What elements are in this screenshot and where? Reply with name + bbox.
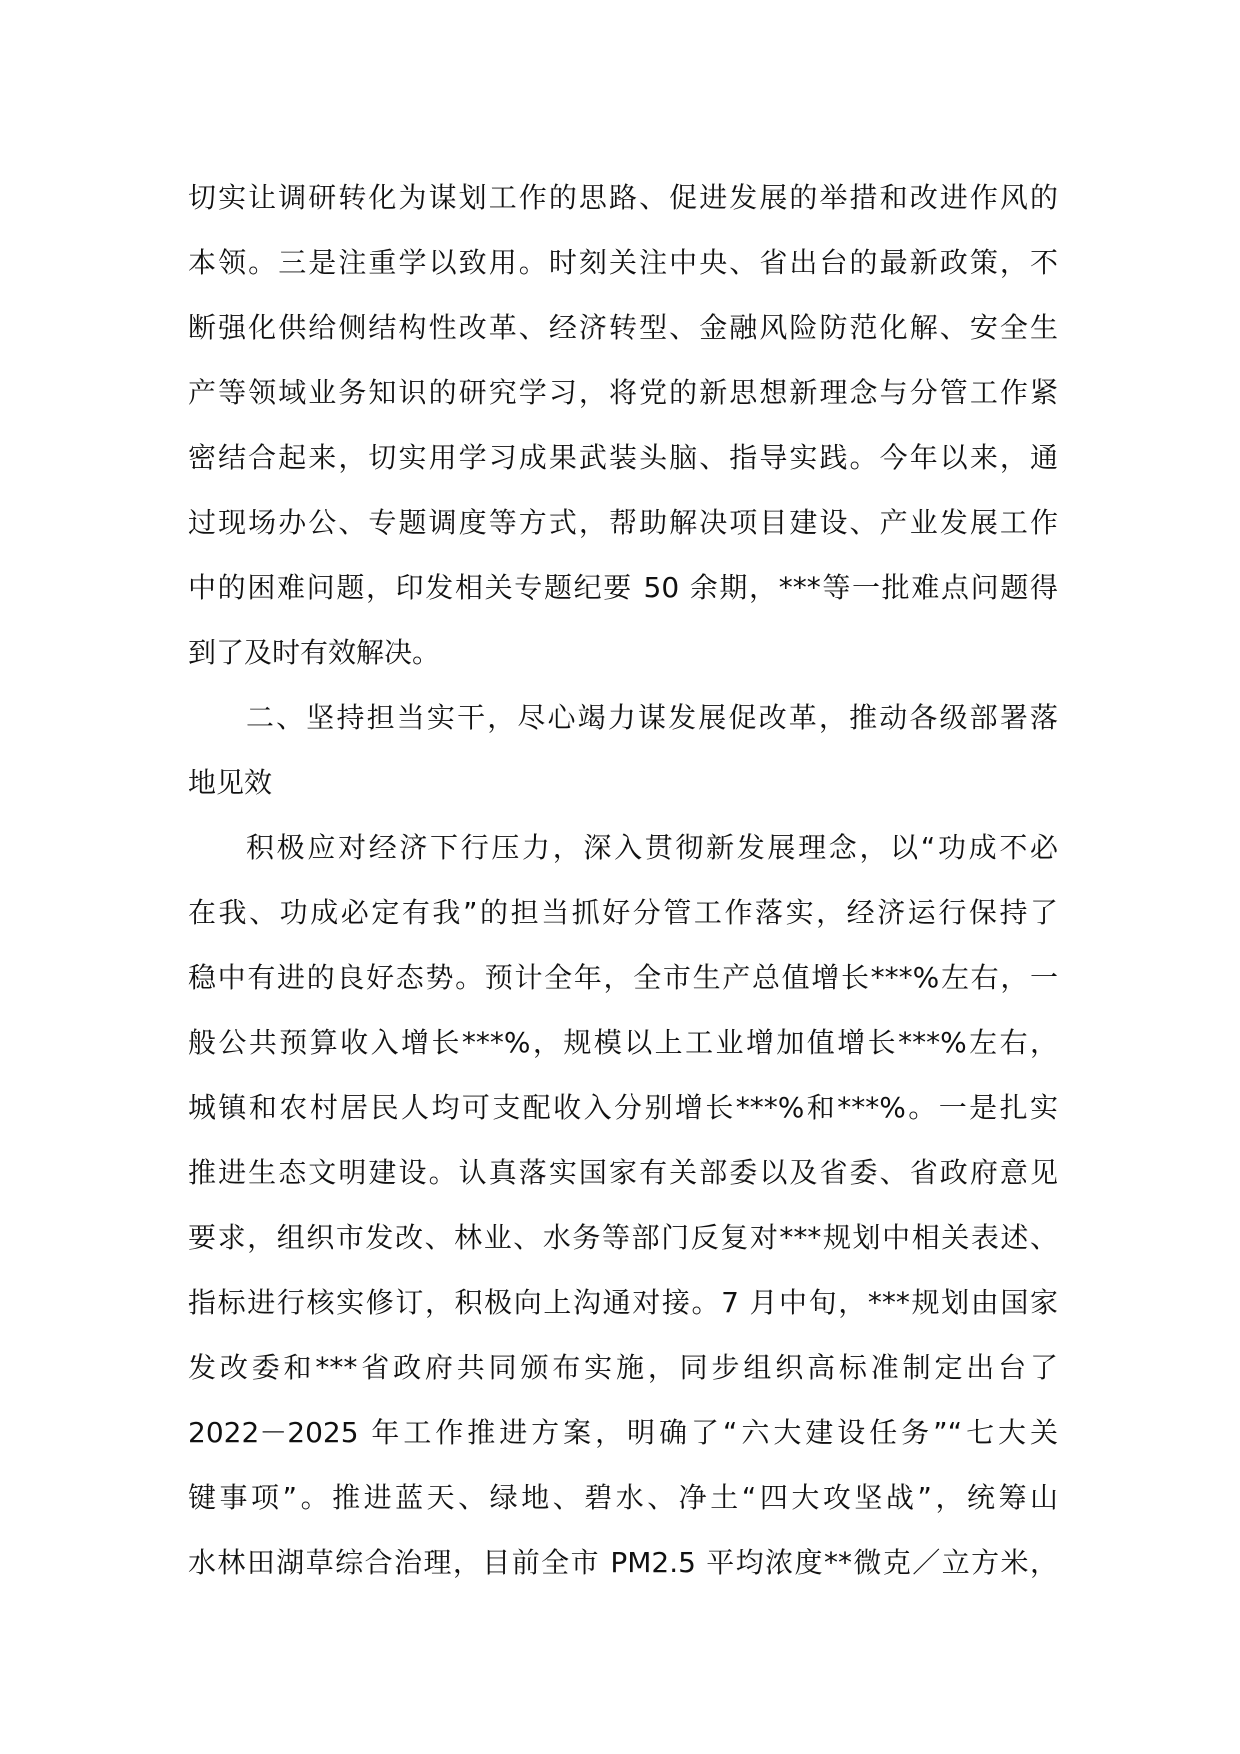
text-line: 切实让调研转化为谋划工作的思路、促进发展的举措和改进作风的 (188, 181, 1058, 214)
text-line: 中的困难问题，印发相关专题纪要 50 余期，***等一批难点问题得 (188, 571, 1058, 604)
text-line: 推进生态文明建设。认真落实国家有关部委以及省委、省政府意见 (188, 1156, 1058, 1189)
text-line: 指标进行核实修订，积极向上沟通对接。7 月中旬，***规划由国家 (188, 1286, 1058, 1319)
text-line: 到了及时有效解决。 (188, 636, 441, 669)
text-line: 本领。三是注重学以致用。时刻关注中央、省出台的最新政策，不 (188, 246, 1058, 279)
text-line: 密结合起来，切实用学习成果武装头脑、指导实践。今年以来，通 (188, 441, 1058, 474)
body-text (188, 165, 1058, 1595)
section-heading-line: 地见效 (188, 766, 273, 799)
text-line: 断强化供给侧结构性改革、经济转型、金融风险防范化解、安全生 (188, 311, 1058, 344)
text-line: 发改委和***省政府共同颁布实施，同步组织高标准制定出台了 (188, 1351, 1058, 1384)
text-line: 般公共预算收入增长***%，规模以上工业增加值增长***%左右， (188, 1026, 1058, 1059)
text-line: 城镇和农村居民人均可支配收入分别增长***%和***%。一是扎实 (188, 1091, 1058, 1124)
text-line: 水林田湖草综合治理，目前全市 PM2.5 平均浓度**微克／立方米， (188, 1546, 1058, 1579)
text-line: 要求，组织市发改、林业、水务等部门反复对***规划中相关表述、 (188, 1221, 1058, 1254)
text-line: 键事项”。推进蓝天、绿地、碧水、净土“四大攻坚战”，统筹山 (188, 1481, 1058, 1514)
text-line: 积极应对经济下行压力，深入贯彻新发展理念，以“功成不必 (246, 831, 1058, 864)
text-line: 过现场办公、专题调度等方式，帮助解决项目建设、产业发展工作 (188, 506, 1058, 539)
text-line: 在我、功成必定有我”的担当抓好分管工作落实，经济运行保持了 (188, 896, 1058, 929)
section-heading-line: 二、坚持担当实干，尽心竭力谋发展促改革，推动各级部署落 (246, 701, 1058, 734)
text-line: 稳中有进的良好态势。预计全年，全市生产总值增长***%左右，一 (188, 961, 1058, 994)
text-line: 产等领域业务知识的研究学习，将党的新思想新理念与分管工作紧 (188, 376, 1058, 409)
text-line: 2022－2025 年工作推进方案，明确了“六大建设任务”“七大关 (188, 1416, 1058, 1449)
